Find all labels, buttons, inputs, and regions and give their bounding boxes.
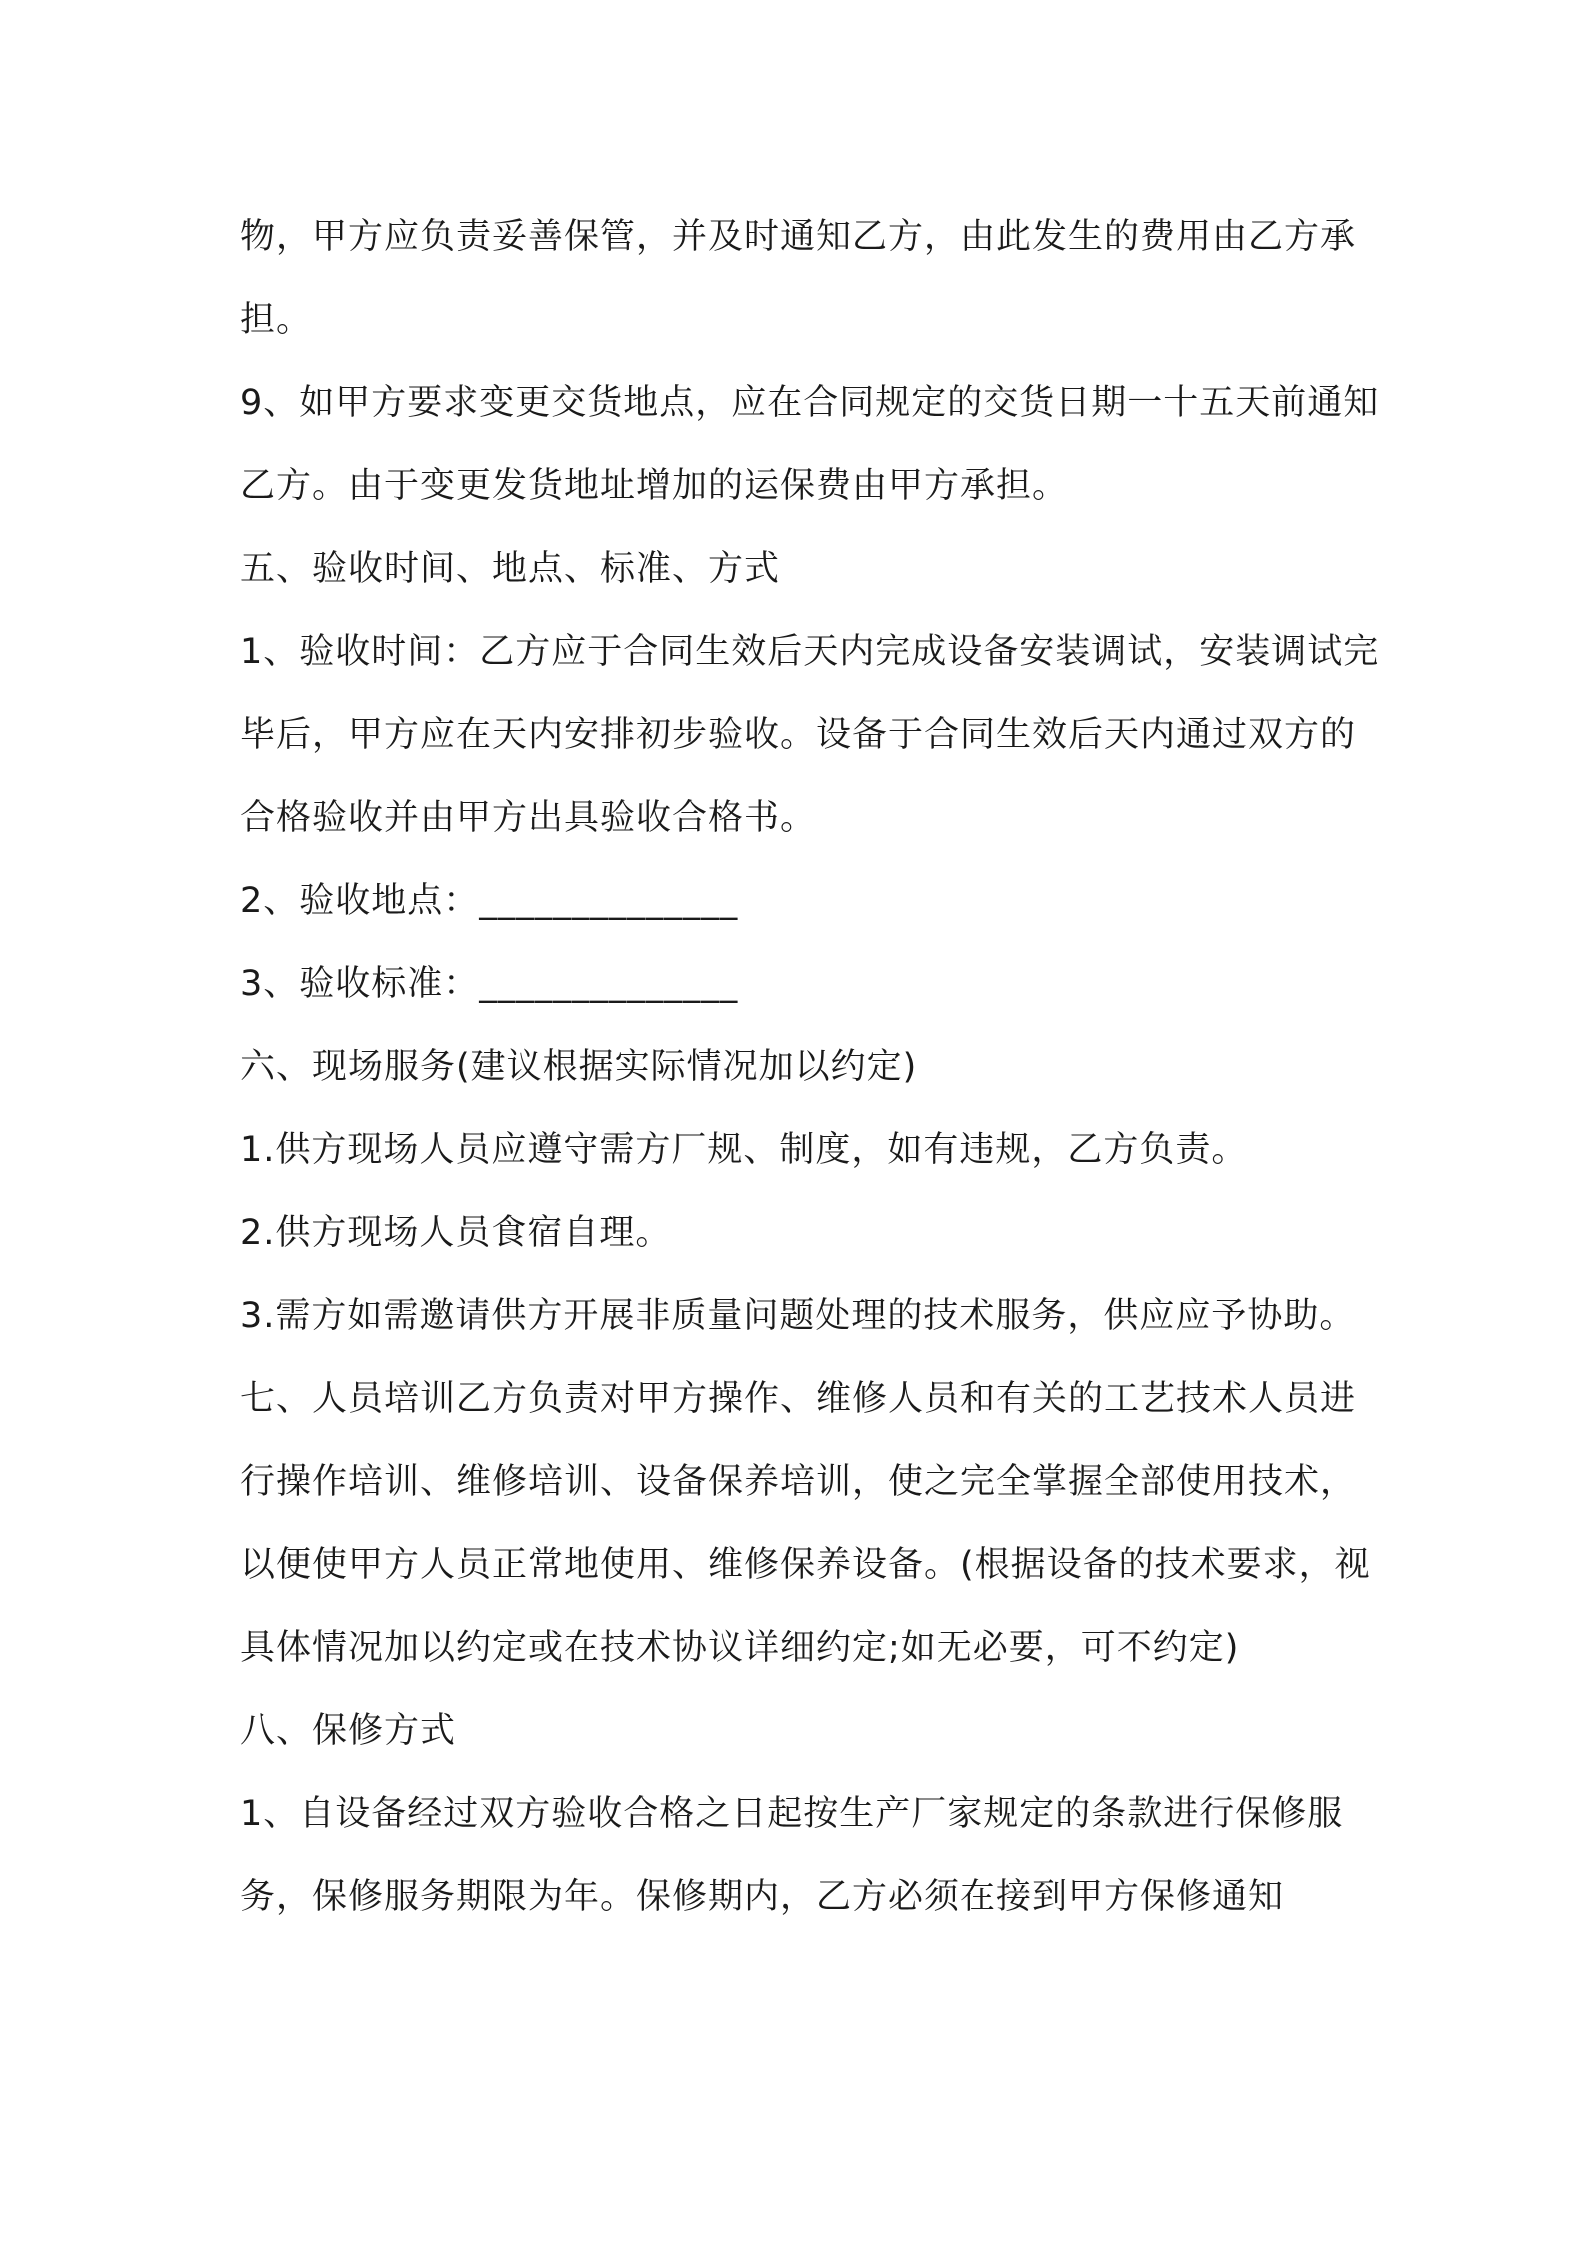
paragraph-delivery-change: 9、如甲方要求变更交货地点，应在合同规定的交货日期一十五天前通知乙方。由于变更发货地址增加的运保费由甲方承担。 — [240, 383, 1380, 506]
paragraph-warranty-terms: 1、自设备经过双方验收合格之日起按生产厂家规定的条款进行保修服务，保修服务期限为年。保修期内，乙方必须在接到甲方保修通知 — [240, 1794, 1344, 1917]
paragraph-acceptance-location: 2、验收地点：______________ — [240, 881, 739, 921]
document-body — [240, 196, 1380, 1939]
section-heading-acceptance: 五、验收时间、地点、标准、方式 — [240, 549, 781, 589]
section-heading-warranty: 八、保修方式 — [240, 1711, 457, 1751]
paragraph-storage-clause: 物，甲方应负责妥善保管，并及时通知乙方，由此发生的费用由乙方承担。 — [240, 217, 1357, 340]
paragraph-onsite-lodging: 2.供方现场人员食宿自理。 — [240, 1213, 672, 1253]
paragraph-onsite-rules: 1.供方现场人员应遵守需方厂规、制度，如有违规，乙方负责。 — [240, 1130, 1248, 1170]
section-heading-onsite-service: 六、现场服务(建议根据实际情况加以约定) — [240, 1047, 918, 1087]
paragraph-technical-service: 3.需方如需邀请供方开展非质量问题处理的技术服务，供应应予协助。 — [240, 1296, 1356, 1336]
paragraph-acceptance-standard: 3、验收标准：______________ — [240, 964, 739, 1004]
paragraph-staff-training: 七、人员培训乙方负责对甲方操作、维修人员和有关的工艺技术人员进行操作培训、维修培训、设备保养培训，使之完全掌握全部使用技术，以便使甲方人员正常地使用、维修保养设备。(根据设备的技术要求，视具体情况加以约定或在技术协议详细约定;如无必要，可不约定) — [240, 1379, 1371, 1668]
paragraph-acceptance-time: 1、验收时间：乙方应于合同生效后天内完成设备安装调试，安装调试完毕后，甲方应在天内安排初步验收。设备于合同生效后天内通过双方的合格验收并由甲方出具验收合格书。 — [240, 632, 1380, 838]
